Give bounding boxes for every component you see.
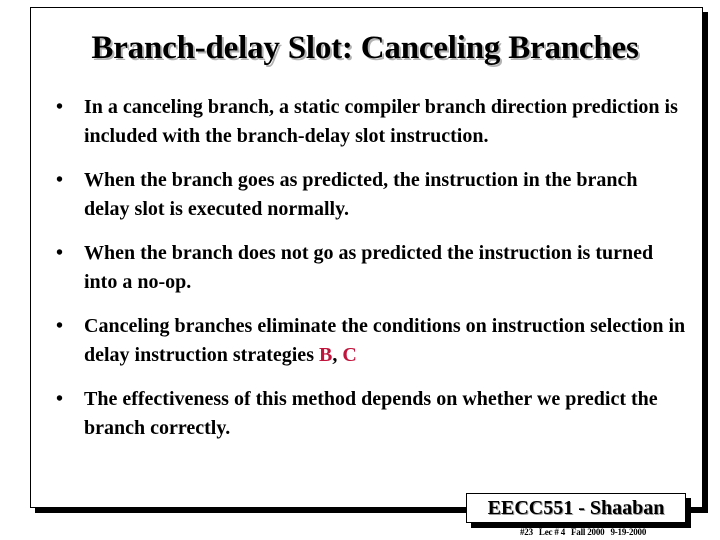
bullet-item-4 <box>56 312 686 370</box>
bullet-text: Canceling branches eliminate the conditions on instruction selection in delay instruction strategies <box>84 315 686 366</box>
bullet-item-3 <box>56 239 686 297</box>
slide-title: Branch-delay Slot: Canceling Branches <box>91 30 639 66</box>
bullet-text: When the branch goes as predicted, the instruction in the branch delay slot is executed normally. <box>84 169 638 220</box>
date-label: 9-19-2000 <box>610 527 647 537</box>
bullet-dot: • <box>56 242 64 264</box>
strategy-b-label: B <box>318 344 333 366</box>
slide-footer <box>520 527 652 538</box>
bullet-dot: • <box>56 169 64 191</box>
bullet-list <box>56 93 686 458</box>
bullet-item-5 <box>56 385 686 443</box>
bullet-text: In a canceling branch, a static compiler branch direction prediction is included with the branch-delay slot instruction. <box>84 96 678 147</box>
strategy-c-label: C <box>342 344 357 366</box>
term-label: Fall 2000 <box>571 527 605 537</box>
bullet-item-2 <box>56 166 686 224</box>
bullet-text: The effectiveness of this method depends on whether we predict the branch correctly. <box>84 388 658 439</box>
lecture-number: Lec # 4 <box>538 527 565 537</box>
bullet-item-1 <box>56 93 686 151</box>
course-badge: EECC551 - Shaaban <box>466 493 686 523</box>
slide-number: #23 <box>520 527 533 537</box>
bullet-dot: • <box>56 315 64 337</box>
bullet-dot: • <box>56 96 64 118</box>
bullet-text: When the branch does not go as predicted the instruction is turned into a no-op. <box>84 242 654 293</box>
bullet-dot: • <box>56 388 64 410</box>
strategy-separator: , <box>332 344 343 366</box>
